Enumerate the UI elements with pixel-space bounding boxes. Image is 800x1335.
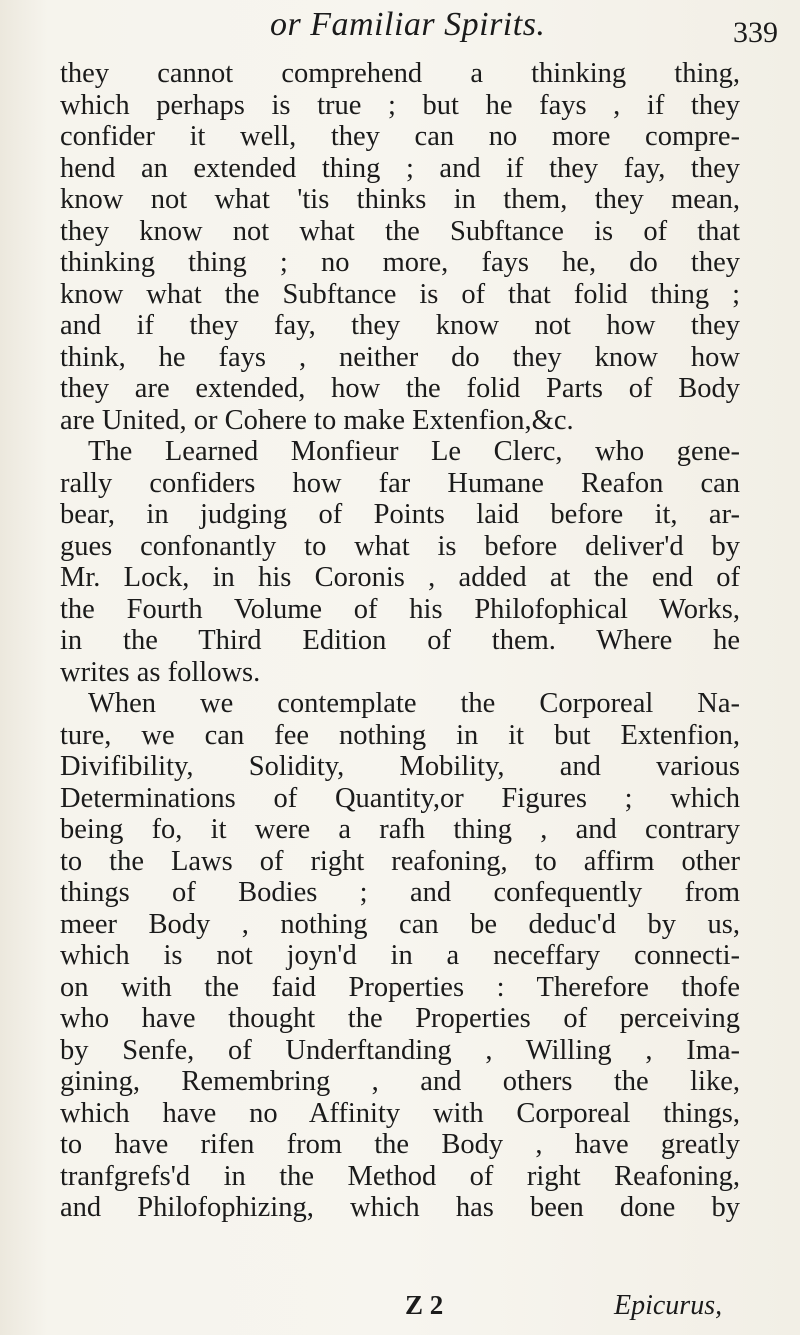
text-line: confider it well, they can no more compre- bbox=[60, 121, 740, 152]
text-line: writes as follows. bbox=[60, 656, 261, 688]
text-line: meer Body , nothing can be deduc'd by us, bbox=[60, 908, 740, 940]
text-line: gining, Remembring , and others the like, bbox=[60, 1066, 740, 1097]
text-line: bear, in judging of Points laid before it, ar- bbox=[60, 499, 740, 530]
text-line: When we contemplate the Corporeal Na- bbox=[88, 688, 740, 719]
text-line: gues confonantly to what is before deliver'd by bbox=[60, 530, 740, 562]
text-line: by Senfe, of Underftanding , Willing , Ima- bbox=[60, 1034, 740, 1066]
text-line: thinking thing ; no more, fays he, do they bbox=[60, 247, 740, 278]
text-line: they cannot comprehend a thinking thing, bbox=[60, 58, 740, 89]
text-line: which is not joyn'd in a neceffary connecti- bbox=[60, 940, 740, 971]
text-line: tranfgrefs'd in the Method of right Reafoning, bbox=[60, 1160, 740, 1192]
text-line: which have no Affinity with Corporeal things, bbox=[60, 1097, 740, 1129]
text-line: Mr. Lock, in his Coronis , added at the end of bbox=[60, 562, 740, 593]
text-line: on with the faid Properties : Therefore thofe bbox=[60, 971, 740, 1003]
text-line: they know not what the Subftance is of that bbox=[60, 215, 740, 247]
text-line: rally confiders how far Humane Reafon can bbox=[60, 467, 740, 499]
text-line: things of Bodies ; and confequently from bbox=[60, 877, 740, 908]
text-line: who have thought the Properties of perceiving bbox=[60, 1003, 740, 1034]
text-line: in the Third Edition of them. Where he bbox=[60, 625, 740, 656]
text-line: Divifibility, Solidity, Mobility, and various bbox=[60, 751, 740, 782]
page-number: 339 bbox=[733, 16, 778, 49]
text-line: which perhaps is true ; but he fays , if they bbox=[60, 89, 740, 121]
catchword: Epicurus, bbox=[614, 1290, 723, 1321]
text-line: to have rifen from the Body , have greatly bbox=[60, 1129, 740, 1160]
text-line: hend an extended thing ; and if they fay, they bbox=[60, 152, 740, 184]
text-line: know not what 'tis thinks in them, they mean, bbox=[60, 184, 740, 215]
text-line: The Learned Monfieur Le Clerc, who gene- bbox=[88, 436, 740, 467]
text-line: think, he fays , neither do they know how bbox=[60, 341, 740, 373]
body-text bbox=[60, 58, 740, 1224]
text-line: Determinations of Quantity,or Figures ; which bbox=[60, 782, 740, 814]
page-footer bbox=[0, 1290, 800, 1330]
text-line: are United, or Cohere to make Extenfion,&c. bbox=[60, 404, 574, 436]
running-head: or Familiar Spirits. bbox=[270, 6, 546, 43]
text-line: being fo, it were a rafh thing , and contrary bbox=[60, 814, 740, 845]
text-line: the Fourth Volume of his Philofophical Works, bbox=[60, 593, 740, 625]
text-line: to the Laws of right reafoning, to affirm other bbox=[60, 845, 740, 877]
text-line: know what the Subftance is of that folid thing ; bbox=[60, 278, 740, 310]
text-line: they are extended, how the folid Parts of Body bbox=[60, 373, 740, 404]
signature-mark: Z 2 bbox=[405, 1290, 444, 1320]
text-line: ture, we can fee nothing in it but Extenfion, bbox=[60, 719, 740, 751]
text-line: and Philofophizing, which has been done by bbox=[60, 1192, 740, 1223]
text-line: and if they fay, they know not how they bbox=[60, 310, 740, 341]
page-header bbox=[0, 6, 800, 56]
